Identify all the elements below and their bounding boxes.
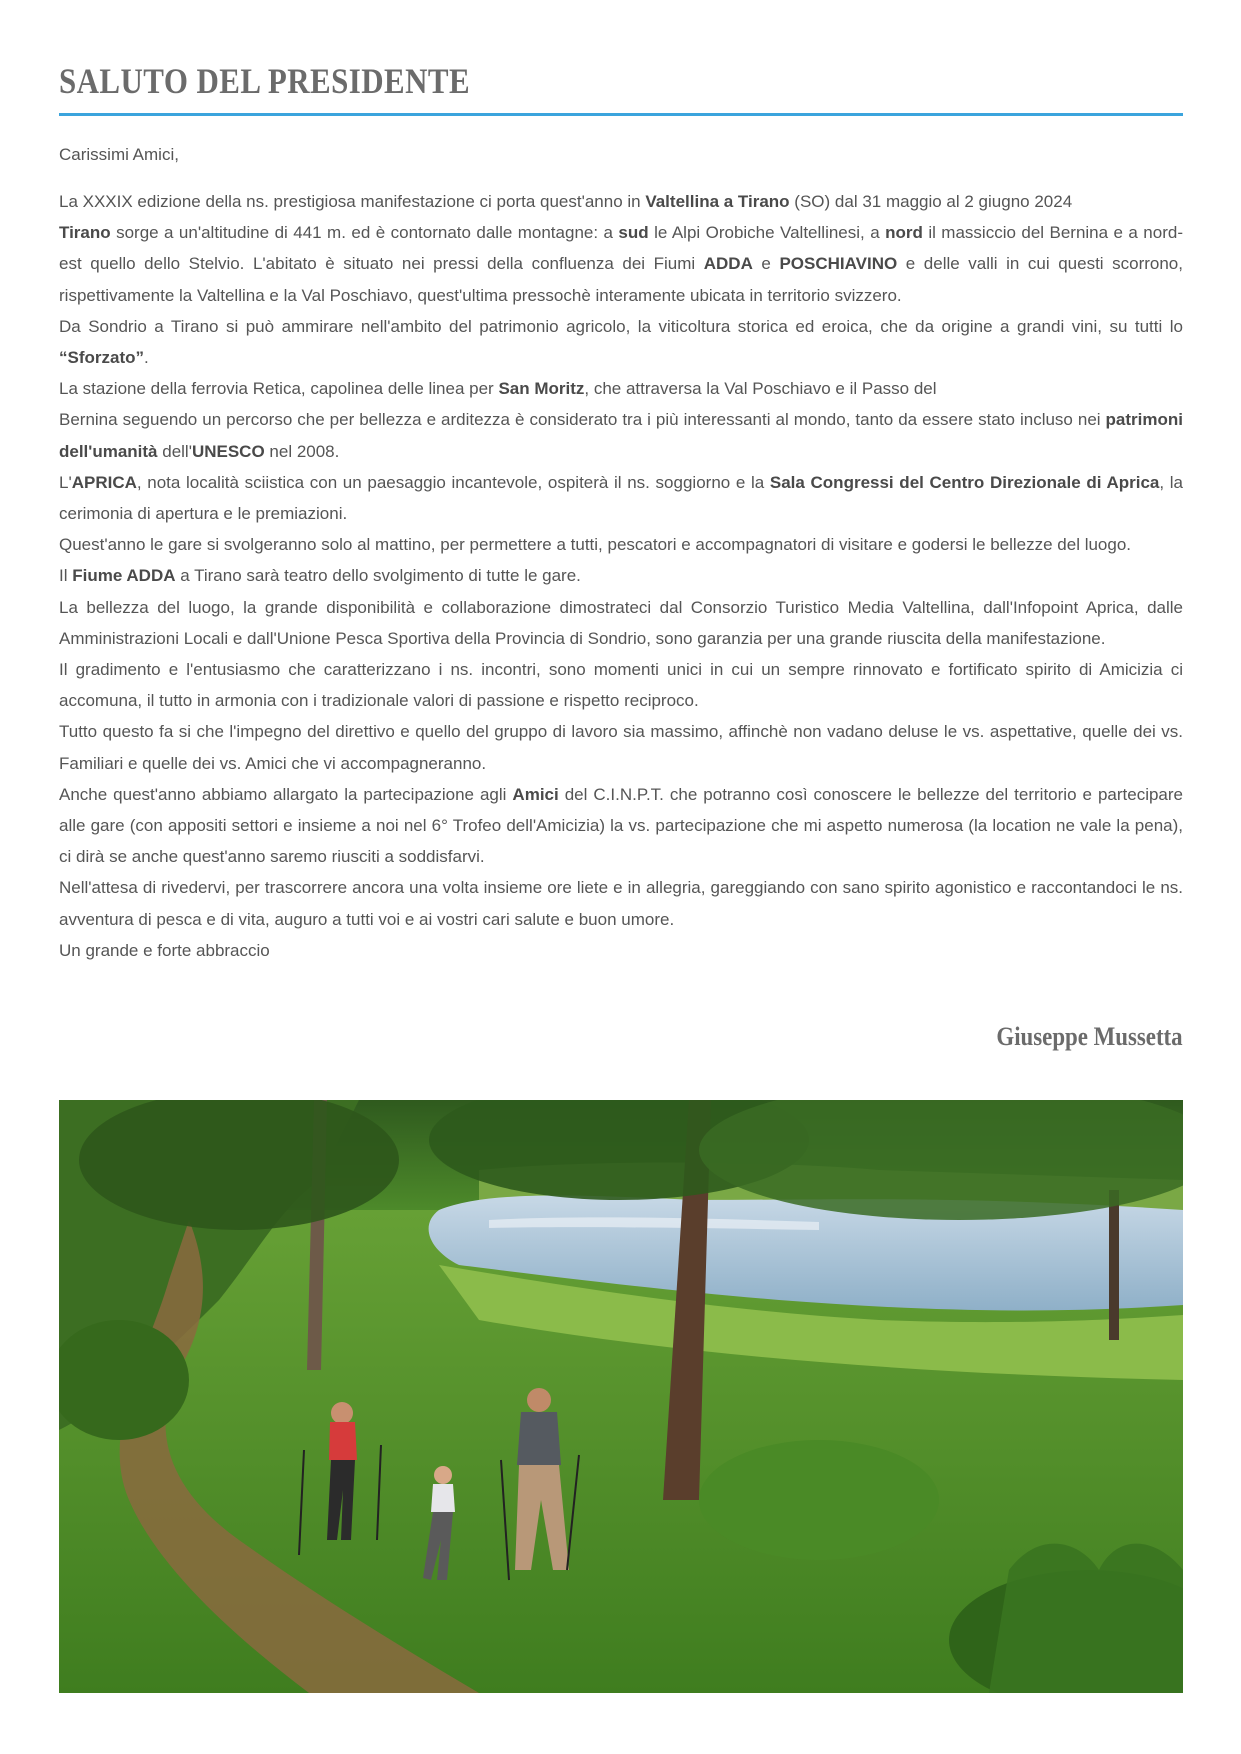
paragraph: Da Sondrio a Tirano si può ammirare nell'ambito del patrimonio agricolo, la viticoltura storica ed eroica, che da origine a grandi vini, su tutti lo “Sforzato”. (59, 316, 1183, 368)
paragraph: Tirano sorge a un'altitudine di 441 m. ed è contornato dalle montagne: a sud le Alpi Orobiche Valtellinesi, a nord il massiccio del Bernina e a nord-est quello dello Stelvio. L'abitato è situato nei pressi della confluenza dei Fiumi ADDA e POSCHIAVINO e delle valli in cui questi scorrono, rispettivamente la Valtellina e la Val Poschiavo, quest'ultima pressochè interamente ubicata in territorio svizzero. (59, 223, 1183, 305)
paragraph: Bernina seguendo un percorso che per bellezza e arditezza è considerato tra i più interessanti al mondo, tanto da essere stato incluso nei patrimoni dell'umanità dell'UNESCO nel 2008. (59, 410, 1183, 461)
paragraph: Il Fiume ADDA a Tirano sarà teatro dello svolgimento di tutte le gare. (59, 566, 581, 586)
paragraph: La bellezza del luogo, la grande disponibilità e collaborazione dimostrateci dal Consorzio Turistico Media Valtellina, dall'Infopoint Aprica, dalle Amministrazioni Locali e dall'Unione Pesca Sportiva della Provincia di Sondrio, sono garanzia per una grande riuscita della manifestazione. (59, 597, 1183, 648)
paragraph: Tutto questo fa si che l'impegno del direttivo e quello del gruppo di lavoro sia massimo, affinchè non vadano deluse le vs. aspettative, quelle dei vs. Familiari e quelle dei vs. Amici che vi accompagneranno. (59, 722, 1183, 773)
paragraph: Quest'anno le gare si svolgeranno solo al mattino, per permettere a tutti, pescatori e accompagnatori di visitare e godersi le bellezze del luogo. (59, 535, 1132, 555)
paragraph: Un grande e forte abbraccio (59, 940, 270, 960)
paragraph: La stazione della ferrovia Retica, capolinea delle linea per San Moritz, che attraversa la Val Poschiavo e il Passo del (59, 379, 937, 399)
paragraph: Il gradimento e l'entusiasmo che caratterizzano i ns. incontri, sono momenti unici in cui un sempre rinnovato e fortificato spirito di Amicizia ci accomuna, il tutto in armonia con i tradizionale valori di passione e rispetto reciproco. (59, 660, 1183, 711)
paragraph: La XXXIX edizione della ns. prestigiosa manifestazione ci porta quest'anno in Valtellina a Tirano (SO) dal 31 maggio al 2 giugno 2024 (59, 192, 1073, 211)
paragraph: L'APRICA, nota località sciistica con un paesaggio incantevole, ospiterà il ns. soggiorno e la Sala Congressi del Centro Direzionale di Aprica, la cerimonia di apertura e le premiazioni. (59, 472, 1183, 524)
signature: Giuseppe Mussetta (996, 1022, 1183, 1051)
landscape-photo (59, 1100, 1183, 1693)
page-title: SALUTO DEL PRESIDENTE (59, 61, 471, 101)
paragraph: Nell'attesa di rivedervi, per trascorrere ancora una volta insieme ore liete e in allegria, gareggiando con sano spirito agonistico e raccontandoci le ns. avventura di pesca e di vita, auguro a tutti voi e ai vostri cari salute e buon umore. (59, 878, 1183, 929)
paragraph: Anche quest'anno abbiamo allargato la partecipazione agli Amici del C.I.N.P.T. che potranno così conoscere le bellezze del territorio e partecipare alle gare (con appositi settori e insieme a noi nel 6° Trofeo dell'Amicizia) la vs. partecipazione che mi aspetto numerosa (la location ne vale la pena), ci dirà se anche quest'anno saremo riusciti a soddisfarvi. (59, 784, 1183, 867)
letter-greeting: Carissimi Amici, (59, 145, 179, 164)
letter-body (59, 186, 1183, 966)
title-underline (59, 113, 1183, 116)
